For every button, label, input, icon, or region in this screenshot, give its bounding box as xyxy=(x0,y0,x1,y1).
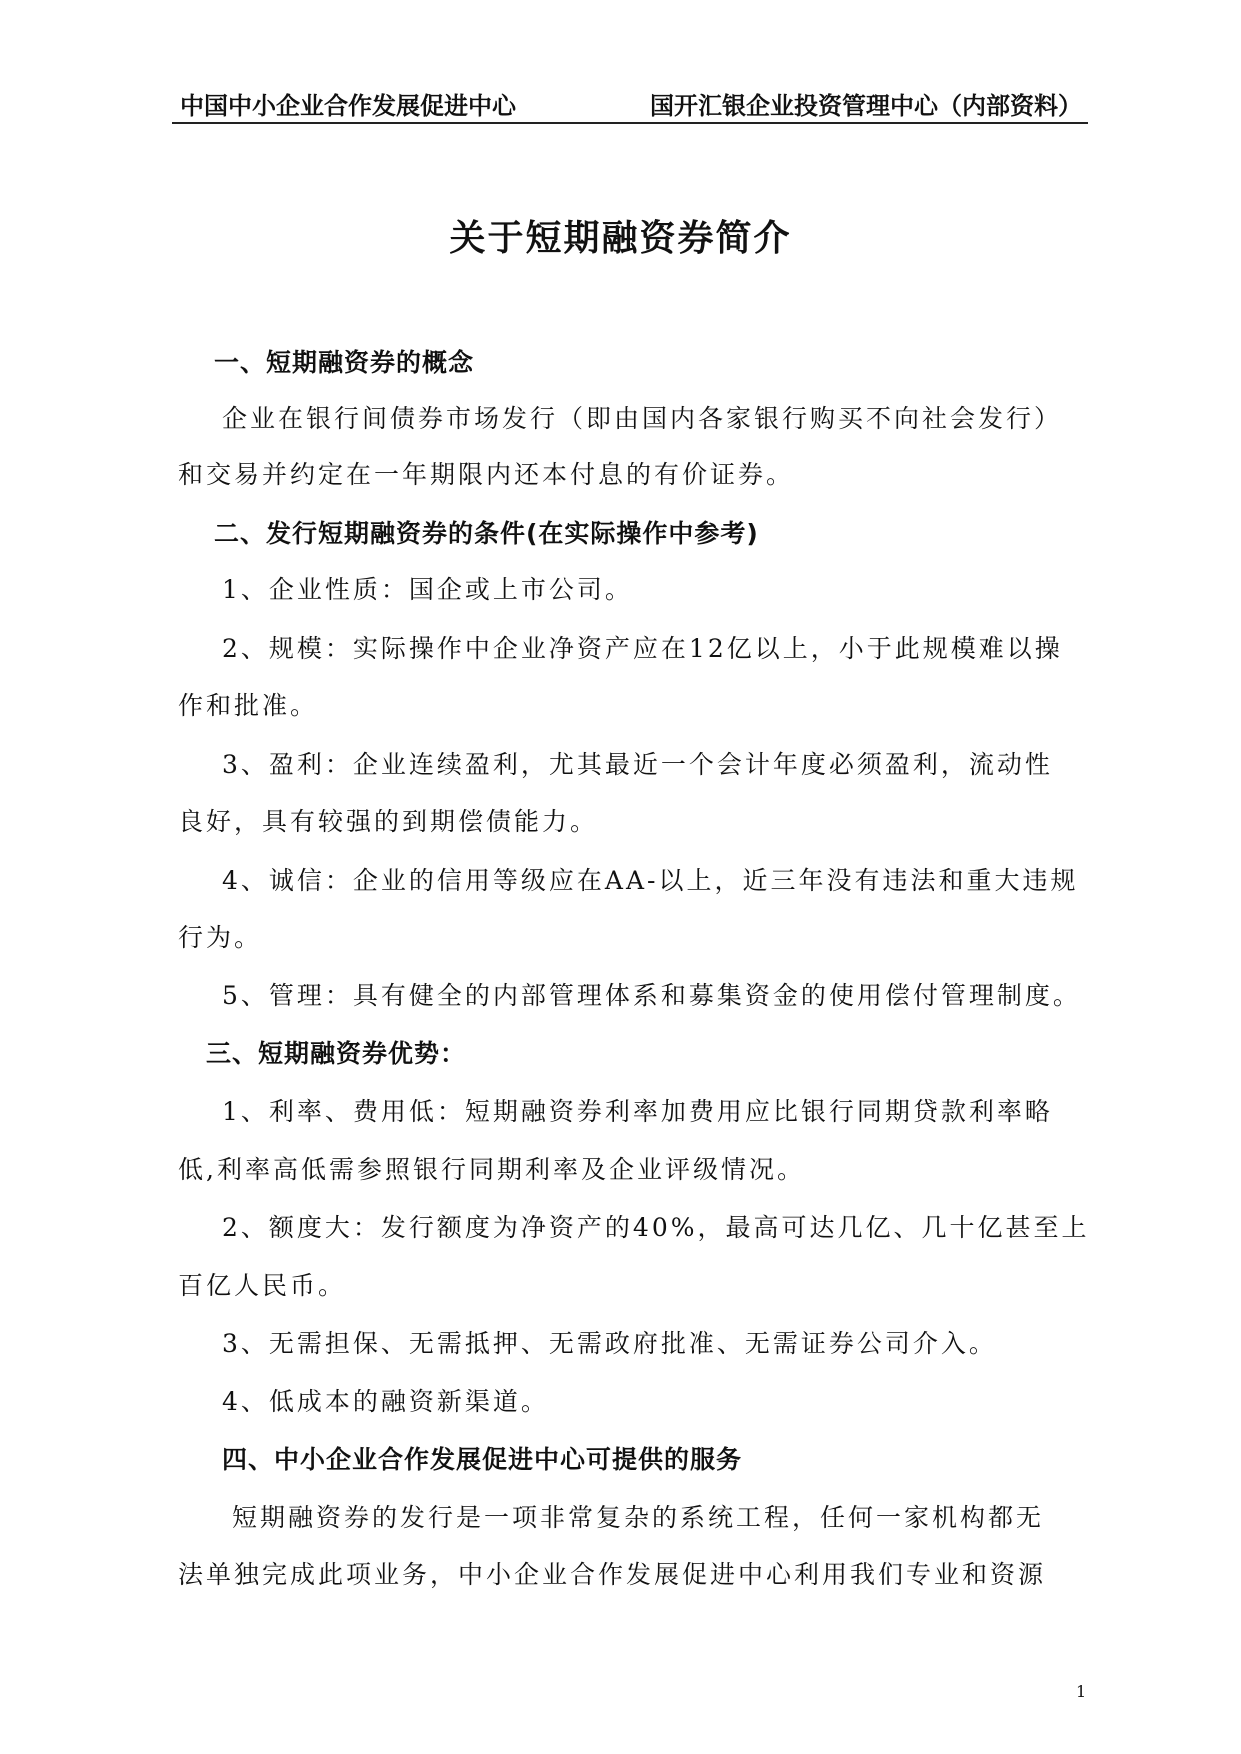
paragraph-line: 法单独完成此项业务，中小企业合作发展促进中心利用我们专业和资源 xyxy=(178,1560,1047,1589)
list-item-continuation: 低,利率高低需参照银行同期利率及企业评级情况。 xyxy=(178,1155,805,1184)
list-item: 4、诚信：企业的信用等级应在AA-以上，近三年没有违法和重大违规 xyxy=(222,866,1079,895)
list-item: 4、低成本的融资新渠道。 xyxy=(222,1387,549,1416)
list-item: 3、无需担保、无需抵押、无需政府批准、无需证券公司介入。 xyxy=(222,1329,997,1358)
section-heading-4: 四、中小企业合作发展促进中心可提供的服务 xyxy=(222,1445,743,1474)
list-item: 1、企业性质：国企或上市公司。 xyxy=(222,575,633,604)
page-number: 1 xyxy=(1076,1682,1087,1701)
list-item: 1、利率、费用低：短期融资券利率加费用应比银行同期贷款利率略 xyxy=(222,1097,1053,1126)
page-header xyxy=(172,82,1088,124)
document-title: 关于短期融资券简介 xyxy=(449,218,792,259)
list-item-continuation: 行为。 xyxy=(178,923,263,952)
section-heading-1: 一、短期融资券的概念 xyxy=(214,348,475,377)
section-heading-3: 三、短期融资券优势： xyxy=(206,1039,467,1068)
paragraph-line: 和交易并约定在一年期限内还本付息的有价证券。 xyxy=(178,460,795,489)
list-item-continuation: 百亿人民币。 xyxy=(178,1271,347,1300)
section-heading-2: 二、发行短期融资券的条件(在实际操作中参考) xyxy=(214,519,759,548)
list-item: 2、规模：实际操作中企业净资产应在12亿以上，小于此规模难以操 xyxy=(222,634,1063,663)
list-item: 5、管理：具有健全的内部管理体系和募集资金的使用偿付管理制度。 xyxy=(222,981,1081,1010)
paragraph-line: 短期融资券的发行是一项非常复杂的系统工程，任何一家机构都无 xyxy=(232,1503,1045,1532)
list-item: 3、盈利：企业连续盈利，尤其最近一个会计年度必须盈利，流动性 xyxy=(222,750,1053,779)
header-right: 国开汇银企业投资管理中心（内部资料） xyxy=(650,92,1082,120)
header-left: 中国中小企业合作发展促进中心 xyxy=(180,92,516,120)
list-item-continuation: 作和批准。 xyxy=(178,691,319,720)
list-item-continuation: 良好，具有较强的到期偿债能力。 xyxy=(178,807,599,836)
list-item: 2、额度大：发行额度为净资产的40%，最高可达几亿、几十亿甚至上 xyxy=(222,1213,1090,1242)
paragraph-line: 企业在银行间债券市场发行（即由国内各家银行购买不向社会发行） xyxy=(222,404,1063,433)
